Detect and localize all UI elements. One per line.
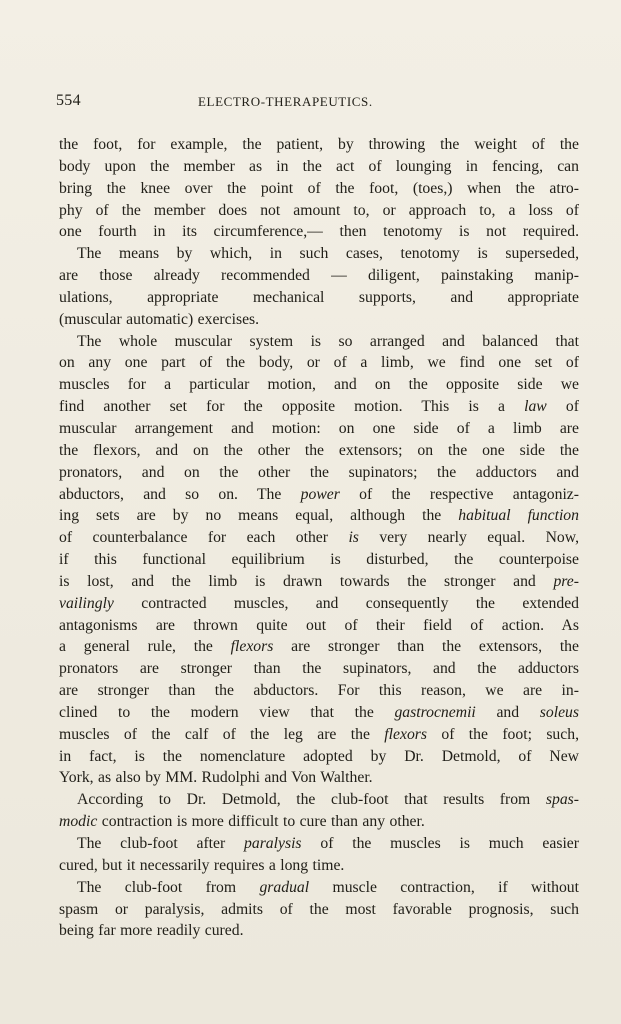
text-line: phy of the member does not amount to, or approach to, a loss of: [59, 201, 579, 219]
text-line: of counterbalance for each other is very nearly equal. Now,: [59, 529, 580, 547]
text-line: vailingly contracted muscles, and consequently the extended: [59, 594, 579, 612]
text-line: antagonisms are thrown quite out of their field of action. As: [59, 616, 579, 634]
text-line: (muscular automatic) exercises.: [59, 310, 260, 328]
text-line: ulations, appropriate mechanical supports, and appropriate: [59, 288, 579, 306]
text-line: abductors, and so on. The power of the respective antagoniz-: [59, 485, 579, 503]
text-line: clined to the modern view that the gastrocnemii and soleus: [59, 703, 579, 721]
text-line: one fourth in its circumference,— then tenotomy is not required.: [59, 223, 579, 241]
text-line: the flexors, and on the other the extensors; on the one side the: [59, 441, 579, 459]
text-line: muscles of the calf of the leg are the flexors of the foot; such,: [59, 725, 580, 743]
text-line: pronators, and on the other the supinators; the adductors and: [59, 463, 579, 481]
text-line: body upon the member as in the act of lounging in fencing, can: [59, 157, 579, 175]
text-line: muscles for a particular motion, and on the opposite side we: [59, 376, 579, 394]
text-line: cured, but it necessarily requires a long time.: [59, 856, 345, 874]
text-line: modic contraction is more difficult to cure than any other.: [59, 813, 425, 831]
text-line: in fact, is the nomenclature adopted by Dr. Detmold, of New: [59, 747, 579, 765]
text-line: find another set for the opposite motion. This is a law of: [59, 398, 579, 416]
body-text: [59, 134, 579, 942]
text-line: According to Dr. Detmold, the club-foot that results from spas-: [77, 791, 579, 809]
text-line: ing sets are by no means equal, although the habitual function: [59, 507, 579, 525]
text-line: spasm or paralysis, admits of the most favorable prognosis, such: [59, 900, 579, 918]
text-line: on any one part of the body, or of a limb, we find one set of: [59, 354, 579, 372]
running-head: ELECTRO-THERAPEUTICS.: [198, 94, 373, 109]
text-line: The whole muscular system is so arranged and balanced that: [77, 332, 579, 350]
text-line: the foot, for example, the patient, by throwing the weight of the: [59, 136, 579, 153]
text-line: if this functional equilibrium is disturbed, the counterpoise: [59, 551, 579, 569]
text-line: is lost, and the limb is drawn towards the stronger and pre-: [59, 572, 579, 590]
text-line: The means by which, in such cases, tenotomy is superseded,: [77, 245, 579, 263]
text-line: The club-foot after paralysis of the muscles is much easier: [77, 835, 579, 852]
text-line: a general rule, the flexors are stronger than the extensors, the: [59, 638, 579, 656]
text-line: are stronger than the abductors. For this reason, we are in-: [59, 682, 579, 700]
text-line: are those already recommended — diligent, painstaking manip-: [59, 267, 579, 285]
text-line: The club-foot from gradual muscle contraction, if without: [77, 878, 579, 896]
page-header: [56, 92, 576, 112]
text-line: muscular arrangement and motion: on one side of a limb are: [59, 419, 579, 437]
text-line: being far more readily cured.: [59, 922, 244, 940]
page-number: 554: [56, 92, 81, 109]
text-line: York, as also by MM. Rudolphi and Von Walther.: [59, 769, 373, 787]
text-line: pronators are stronger than the supinators, and the adductors: [59, 660, 579, 678]
text-line: bring the knee over the point of the foot, (toes,) when the atro-: [59, 179, 579, 197]
